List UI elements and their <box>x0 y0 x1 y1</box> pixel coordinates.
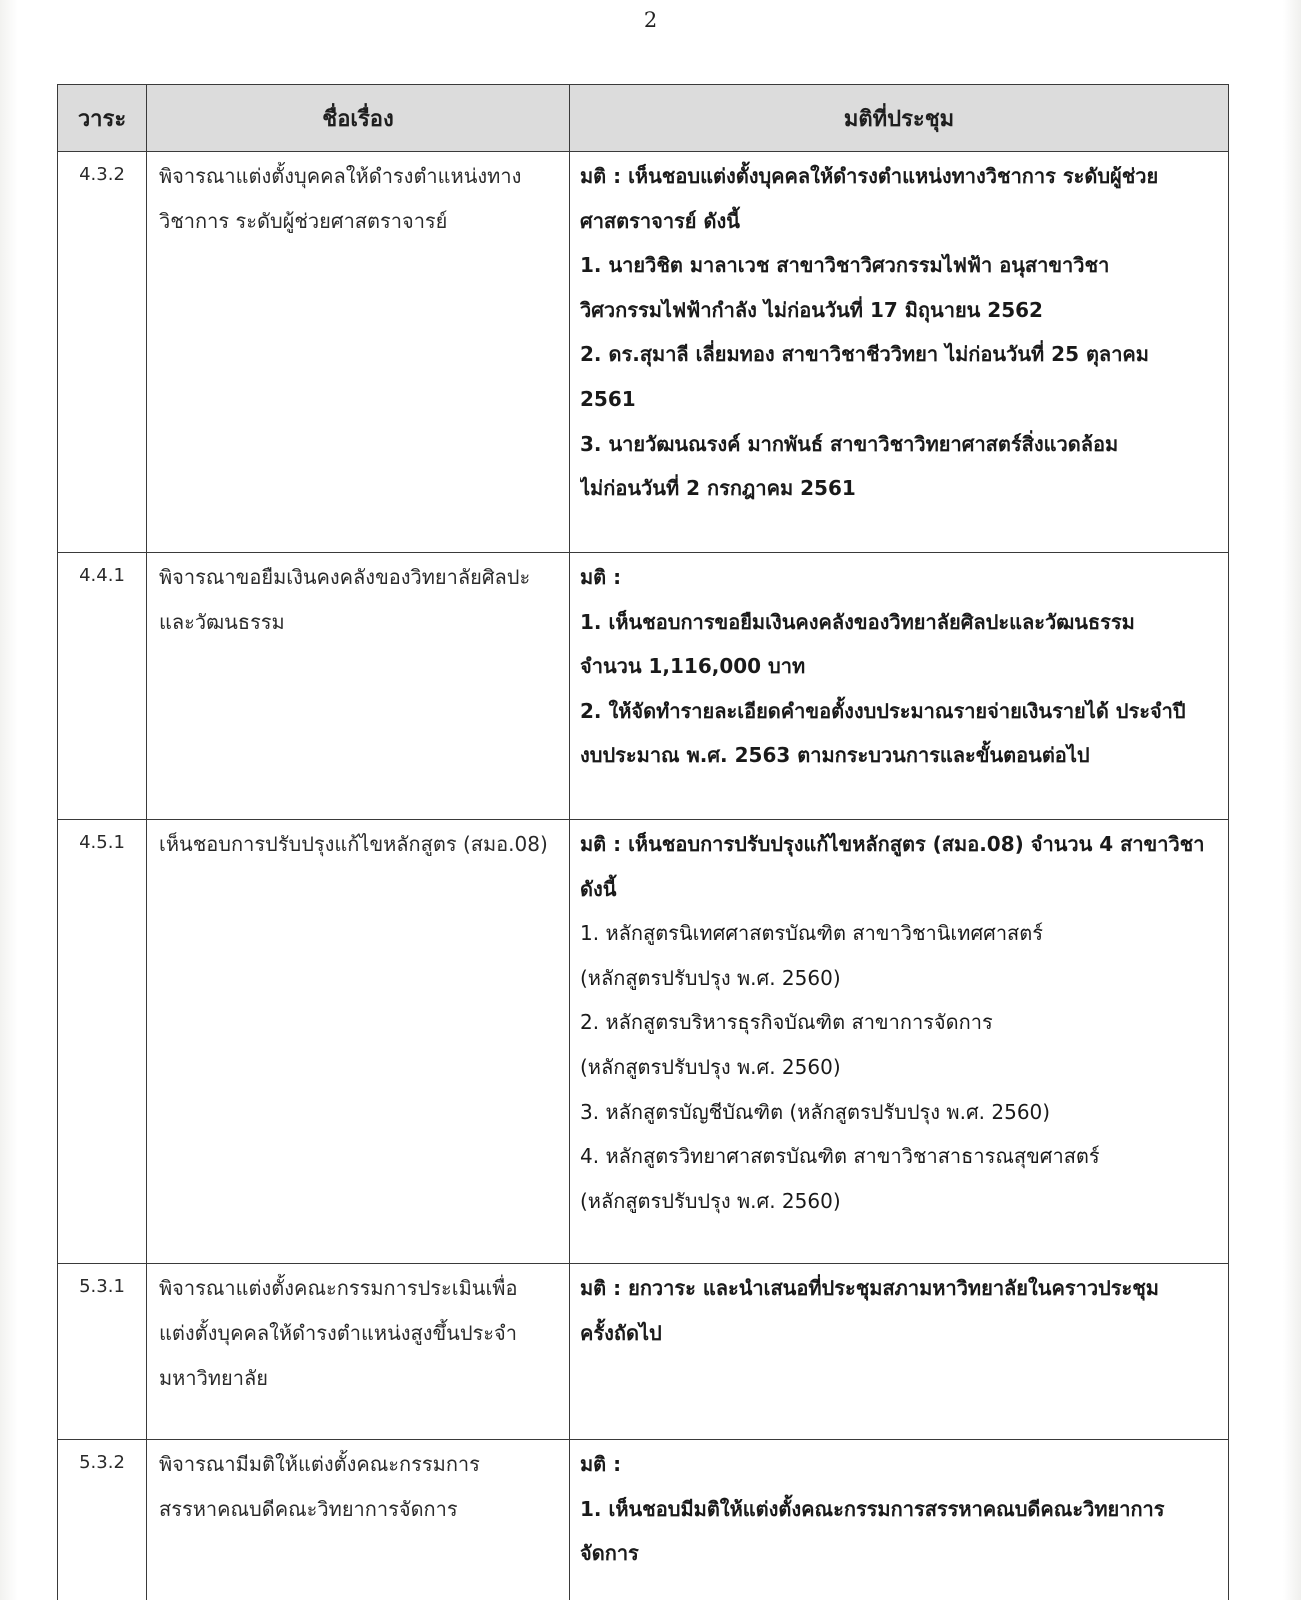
resolution-line: มติ : ยกวาระ และนำเสนอที่ประชุมสภามหาวิทยาลัยในคราวประชุม <box>580 1276 1159 1300</box>
resolution-line: 1. เห็นชอบการขอยืมเงินคงคลังของวิทยาลัยศิลปะและวัฒนธรรม <box>580 609 1135 634</box>
agenda-resolution <box>570 820 1229 1264</box>
resolution-line: มติ : <box>580 1452 622 1476</box>
resolution-line: งบประมาณ พ.ศ. 2563 ตามกระบวนการและขั้นตอนต่อไป <box>580 743 1090 768</box>
resolution-line: 1. เห็นชอบมีมติให้แต่งตั้งคณะกรรมการสรรหาคณบดีคณะวิทยาการ <box>580 1496 1165 1521</box>
resolution-line: 2. ให้จัดทำรายละเอียดคำขอตั้งงบประมาณรายจ่ายเงินรายได้ ประจำปี <box>580 698 1186 723</box>
header-subject: ชื่อเรื่อง <box>147 85 570 152</box>
resolution-line: มติ : <box>580 565 622 589</box>
resolution-line: ดังนี้ <box>580 876 617 901</box>
resolution-line: (หลักสูตรปรับปรุง พ.ศ. 2560) <box>580 965 841 990</box>
resolution-line: 1. นายวิชิต มาลาเวช สาขาวิชาวิศวกรรมไฟฟ้า อนุสาขาวิชา <box>580 253 1110 278</box>
resolution-line: จัดการ <box>580 1541 639 1566</box>
agenda-subject: พิจารณาขอยืมเงินคงคลังของวิทยาลัยศิลปะ และวัฒนธรรม <box>147 553 570 820</box>
header-resolution: มติที่ประชุม <box>570 85 1229 152</box>
agenda-no: 4.3.2 <box>58 152 147 553</box>
agenda-subject: พิจารณามีมติให้แต่งตั้งคณะกรรมการ สรรหาคณบดีคณะวิทยาการจัดการ <box>147 1440 570 1600</box>
resolution-line: มติ : เห็นชอบแต่งตั้งบุคคลให้ดำรงตำแหน่งทางวิชาการ ระดับผู้ช่วย <box>580 164 1159 188</box>
resolution-line: 3. หลักสูตรบัญชีบัณฑิต (หลักสูตรปรับปรุง พ.ศ. 2560) <box>580 1099 1051 1124</box>
resolution-line: 2. หลักสูตรบริหารธุรกิจบัณฑิต สาขาการจัดการ <box>580 1010 993 1035</box>
resolution-line: 2. ดร.สุมาลี เลี่ยมทอง สาขาวิชาชีววิทยา ไม่ก่อนวันที่ 25 ตุลาคม <box>580 342 1149 367</box>
agenda-no: 4.5.1 <box>58 820 147 1264</box>
table-row <box>58 553 1229 820</box>
table-row <box>58 1440 1229 1600</box>
resolution-line: มติ : เห็นชอบการปรับปรุงแก้ไขหลักสูตร (สมอ.08) จำนวน 4 สาขาวิชา <box>580 832 1205 856</box>
resolution-line: 2561 <box>580 386 636 411</box>
table-row <box>58 820 1229 1264</box>
resolution-line: วิศวกรรมไฟฟ้ากำลัง ไม่ก่อนวันที่ 17 มิถุนายน 2562 <box>580 297 1043 322</box>
resolution-line: ครั้งถัดไป <box>580 1320 662 1345</box>
resolution-line: 1. หลักสูตรนิเทศศาสตรบัณฑิต สาขาวิชานิเทศศาสตร์ <box>580 921 1043 946</box>
page-number: 2 <box>643 8 658 32</box>
resolution-line: ไม่ก่อนวันที่ 2 กรกฎาคม 2561 <box>580 476 856 501</box>
agenda-subject: พิจารณาแต่งตั้งคณะกรรมการประเมินเพื่อ แต่งตั้งบุคคลให้ดำรงตำแหน่งสูงขึ้นประจำ มหาวิทยาลัย <box>147 1264 570 1440</box>
table-row <box>58 1264 1229 1440</box>
resolution-line: ศาสตราจารย์ ดังนี้ <box>580 208 740 233</box>
agenda-no: 4.4.1 <box>58 553 147 820</box>
agenda-resolution <box>570 1440 1229 1600</box>
resolution-line: จำนวน 1,116,000 บาท <box>580 654 806 679</box>
agenda-subject: พิจารณาแต่งตั้งบุคคลให้ดำรงตำแหน่งทาง วิชาการ ระดับผู้ช่วยศาสตราจารย์ <box>147 152 570 553</box>
agenda-resolution <box>570 1264 1229 1440</box>
resolution-line: (หลักสูตรปรับปรุง พ.ศ. 2560) <box>580 1188 841 1213</box>
table-row <box>58 152 1229 553</box>
agenda-no: 5.3.1 <box>58 1264 147 1440</box>
resolution-line: (หลักสูตรปรับปรุง พ.ศ. 2560) <box>580 1054 841 1079</box>
resolution-line: 4. หลักสูตรวิทยาศาสตรบัณฑิต สาขาวิชาสาธารณสุขศาสตร์ <box>580 1144 1100 1169</box>
agenda-table <box>57 84 1229 1600</box>
header-agenda-no: วาระ <box>58 85 147 152</box>
resolution-line: 3. นายวัฒนณรงค์ มากพันธ์ สาขาวิชาวิทยาศาสตร์สิ่งแวดล้อม <box>580 431 1119 456</box>
agenda-no: 5.3.2 <box>58 1440 147 1600</box>
agenda-subject: เห็นชอบการปรับปรุงแก้ไขหลักสูตร (สมอ.08) <box>147 820 570 1264</box>
table-header-row <box>58 85 1229 152</box>
agenda-resolution <box>570 152 1229 553</box>
agenda-resolution <box>570 553 1229 820</box>
